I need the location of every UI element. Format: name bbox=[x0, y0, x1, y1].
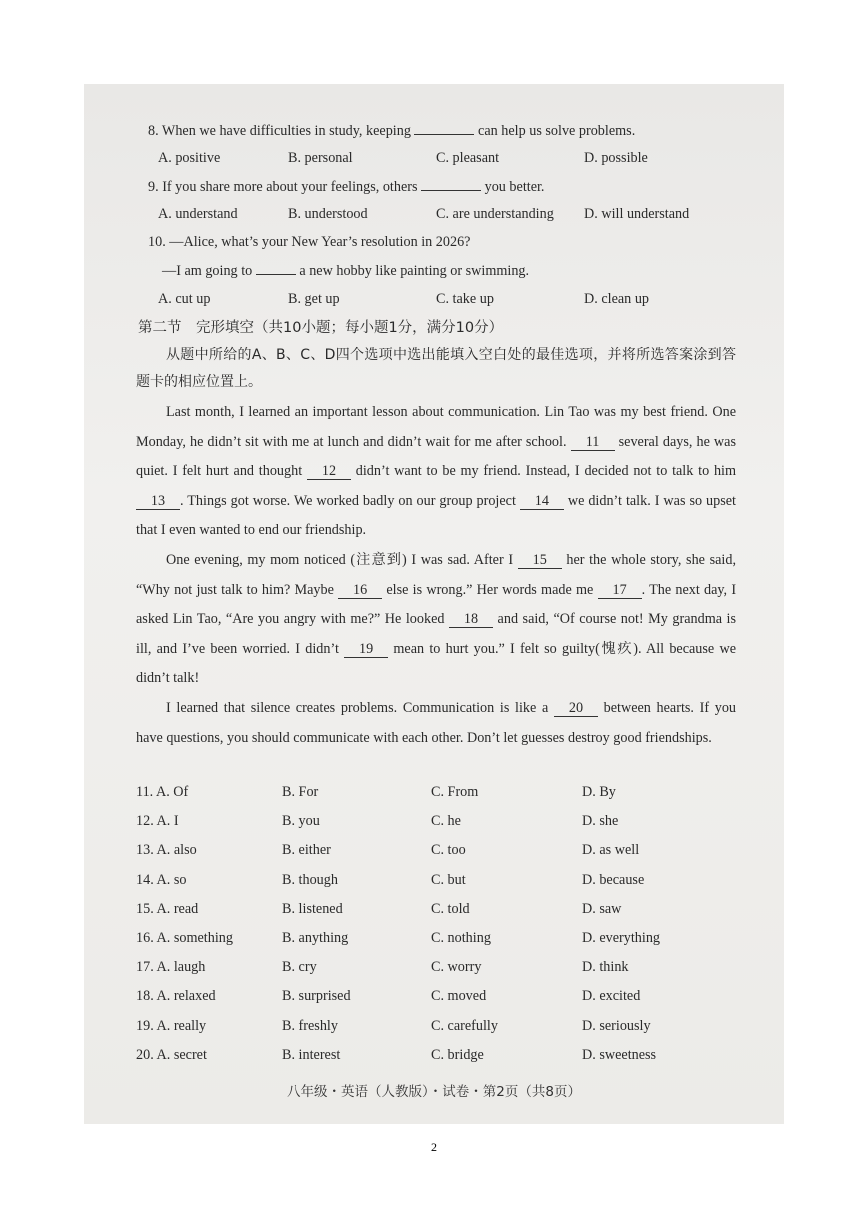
option-b: B. interest bbox=[282, 1046, 341, 1063]
blank-number: 17 bbox=[598, 582, 642, 599]
option-d: D. sweetness bbox=[582, 1046, 657, 1063]
option-row bbox=[136, 986, 756, 1006]
option-b: B. get up bbox=[288, 291, 340, 307]
option-a: 14. A. so bbox=[136, 871, 187, 888]
option-d: D. By bbox=[582, 784, 616, 800]
passage-text: . The next day, I asked Lin Tao, “Are you angry with me?” He looked bbox=[136, 581, 737, 627]
option-b: B. either bbox=[282, 842, 331, 859]
passage-text: several days, he was quiet. I felt hurt and thought bbox=[136, 433, 736, 479]
answer-blank bbox=[256, 260, 296, 275]
option-c: C. carefully bbox=[431, 1017, 498, 1034]
option-a: A. cut up bbox=[158, 291, 211, 307]
option-a: A. understand bbox=[158, 206, 238, 222]
passage-text: and said, “Of course not! My grandma is ill, and I’ve been worried. I didn’t bbox=[136, 611, 737, 657]
passage-text: between hearts. If you have questions, you should communicate with each other. Don’t let guesses destroy good friendships. bbox=[136, 700, 737, 746]
question-text: 8. When we have difficulties in study, keeping bbox=[148, 123, 411, 139]
answer-blank bbox=[414, 120, 474, 135]
passage-text: we didn’t talk. I was so upset that I even wanted to end our friendship. bbox=[136, 492, 736, 538]
blank-number: 11 bbox=[571, 434, 615, 451]
blank-number: 15 bbox=[518, 552, 562, 569]
option-c: C. nothing bbox=[431, 930, 491, 946]
blank-number: 20 bbox=[554, 700, 598, 717]
option-b: B. you bbox=[282, 813, 320, 830]
option-row bbox=[136, 870, 756, 890]
option-a: 11. A. Of bbox=[136, 784, 189, 800]
passage-text: else is wrong.” Her words made me bbox=[386, 581, 594, 598]
blank-number: 16 bbox=[338, 582, 382, 599]
passage-text: mean to hurt you.” I felt so guilty(愧疚). All because we didn’t talk! bbox=[136, 640, 736, 686]
option-c: C. From bbox=[431, 784, 479, 800]
option-c: C. moved bbox=[431, 988, 487, 1005]
page-number: 2 bbox=[431, 1140, 437, 1154]
page-footer: 八年级・英语（人教版）・试卷・第2页（共8页） bbox=[287, 1084, 581, 1100]
option-a: 13. A. also bbox=[136, 842, 197, 859]
option-row bbox=[136, 840, 756, 860]
option-c: C. too bbox=[431, 842, 466, 859]
option-a: 17. A. laugh bbox=[136, 959, 206, 976]
option-d: D. she bbox=[582, 813, 619, 830]
option-row bbox=[136, 899, 756, 919]
option-b: B. For bbox=[282, 784, 319, 800]
passage-paragraph-1 bbox=[136, 398, 736, 546]
passage-text: I learned that silence creates problems. Communication is like a bbox=[166, 700, 549, 716]
option-a: A. positive bbox=[158, 150, 221, 166]
option-row bbox=[136, 928, 756, 948]
option-row bbox=[136, 957, 756, 977]
option-d: D. clean up bbox=[584, 291, 650, 307]
option-b: B. anything bbox=[282, 930, 349, 946]
question-text-tail: can help us solve problems. bbox=[478, 123, 636, 139]
option-c: C. he bbox=[431, 813, 461, 830]
option-d: D. as well bbox=[582, 842, 640, 859]
answer-blank bbox=[421, 176, 481, 191]
option-b: B. personal bbox=[288, 150, 353, 166]
passage-text: Last month, I learned an important lesson about communication. Lin Tao was my best friend. One Monday, he didn’t sit with me at lunch and didn’t wait for me after school. bbox=[136, 404, 736, 450]
option-b: B. cry bbox=[282, 959, 317, 976]
option-c: C. pleasant bbox=[436, 150, 500, 166]
passage-paragraph-2 bbox=[136, 546, 736, 694]
question-text: —I am going to bbox=[162, 263, 253, 279]
option-d: D. saw bbox=[582, 900, 622, 917]
question-text-tail: a new hobby like painting or swimming. bbox=[299, 263, 530, 279]
option-d: D. seriously bbox=[582, 1017, 651, 1034]
exam-photo bbox=[84, 84, 784, 1124]
option-a: 20. A. secret bbox=[136, 1046, 207, 1063]
option-d: D. because bbox=[582, 871, 645, 888]
option-d: D. will understand bbox=[584, 206, 690, 222]
question-9 bbox=[148, 176, 544, 197]
option-c: C. take up bbox=[436, 291, 494, 307]
option-row bbox=[136, 782, 756, 802]
instruction: 从题中所给的A、B、C、D四个选项中选出能填入空白处的最佳选项，并将所选答案涂到答题卡的相应位置上。 bbox=[136, 347, 736, 390]
option-d: D. think bbox=[582, 959, 629, 976]
passage-paragraph-3 bbox=[136, 694, 736, 753]
option-row bbox=[136, 1016, 756, 1036]
option-b: B. listened bbox=[282, 900, 343, 917]
question-8 bbox=[148, 120, 635, 141]
option-a: 15. A. read bbox=[136, 900, 199, 917]
option-b: B. though bbox=[282, 871, 338, 888]
section-title: 第二节 完形填空（共10小题；每小题1分，满分10分） bbox=[138, 320, 504, 336]
passage-text: . Things got worse. We worked badly on our group project bbox=[180, 492, 516, 509]
option-d: D. possible bbox=[584, 150, 648, 166]
option-b: B. freshly bbox=[282, 1017, 338, 1034]
option-c: C. told bbox=[431, 900, 470, 917]
blank-number: 13 bbox=[136, 493, 180, 510]
option-c: C. bridge bbox=[431, 1046, 484, 1063]
passage-text: her the whole story, she said, “Why not just talk to him? Maybe bbox=[136, 552, 736, 598]
option-b: B. surprised bbox=[282, 988, 351, 1005]
blank-number: 18 bbox=[449, 611, 493, 628]
option-c: C. are understanding bbox=[436, 206, 554, 222]
question-text-tail: you better. bbox=[484, 179, 545, 195]
option-b: B. understood bbox=[288, 206, 368, 222]
option-c: C. worry bbox=[431, 959, 482, 976]
question-10-reply bbox=[162, 260, 529, 281]
question-text: 9. If you share more about your feelings, others bbox=[148, 179, 418, 195]
blank-number: 14 bbox=[520, 493, 564, 510]
option-a: 16. A. something bbox=[136, 930, 233, 946]
option-a: 18. A. relaxed bbox=[136, 988, 216, 1005]
passage-text: One evening, my mom noticed (注意到) I was sad. After I bbox=[166, 552, 514, 568]
passage-text: didn’t want to be my friend. Instead, I decided not to talk to him bbox=[355, 463, 737, 479]
question-text: 10. —Alice, what’s your New Year’s resolution in 2026? bbox=[148, 234, 471, 250]
option-row bbox=[136, 811, 756, 831]
option-a: 12. A. I bbox=[136, 813, 179, 830]
option-c: C. but bbox=[431, 871, 466, 888]
blank-number: 19 bbox=[344, 641, 388, 658]
blank-number: 12 bbox=[307, 463, 351, 480]
option-d: D. everything bbox=[582, 930, 661, 946]
option-a: 19. A. really bbox=[136, 1017, 207, 1034]
option-row bbox=[136, 1045, 756, 1065]
option-d: D. excited bbox=[582, 988, 641, 1005]
question-10 bbox=[148, 232, 470, 252]
